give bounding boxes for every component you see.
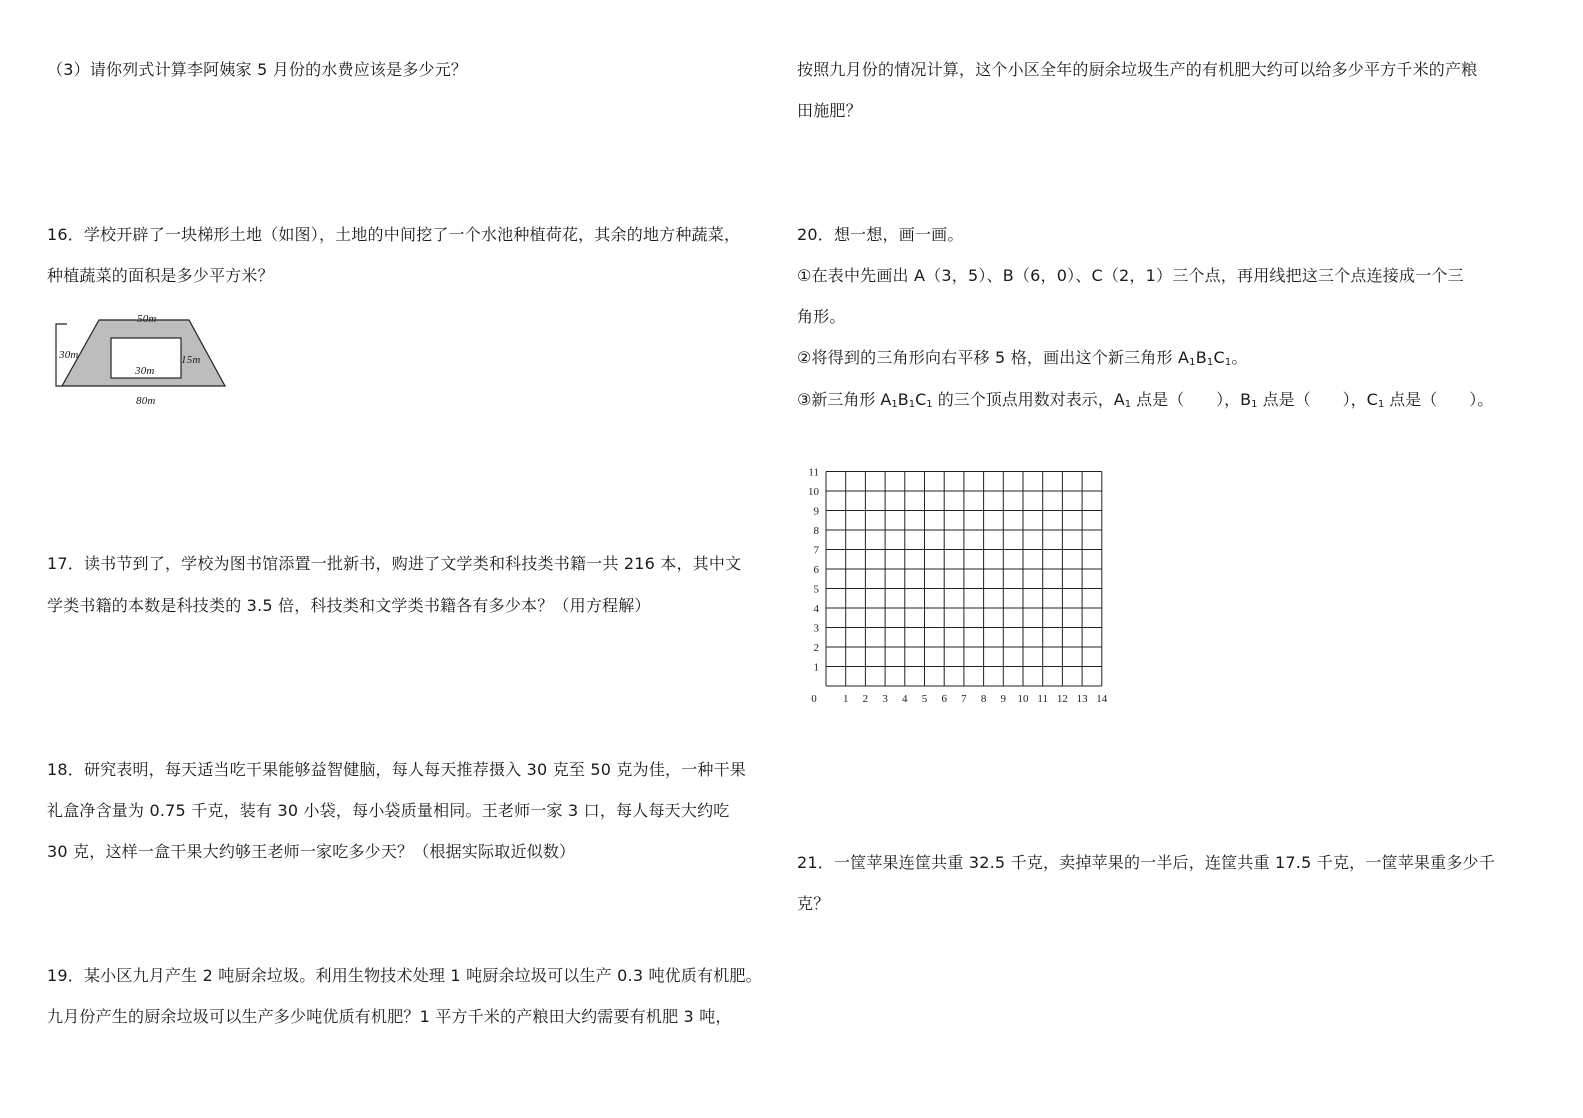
- x-tick-label: 9: [1000, 693, 1007, 705]
- question-18-line-1: 18．研究表明，每天适当吃干果能够益智健脑，每人每天推荐摄入 30 克至 50 克为佳，一种干果: [47, 760, 747, 779]
- y-tick-label: 10: [808, 486, 819, 498]
- question-19-line-4: 田施肥？: [797, 101, 862, 120]
- x-tick-label: 12: [1056, 693, 1068, 705]
- y-tick-label: 7: [813, 544, 819, 557]
- question-18-line-3: 30 克，这样一盒干果大约够王老师一家吃多少天？（根据实际取近似数）: [47, 842, 576, 861]
- question-20-step-3: ③新三角形 $A_1B_1C_1$ 的三个顶点用数对表示，$A_1$ 点是（ ），$B_1$ 点是（ ），$C_1$ 点是（ ）。: [797, 390, 1494, 410]
- x-tick-label: 3: [882, 693, 888, 705]
- x-tick-label: 13: [1076, 693, 1088, 705]
- question-16-line-1: 16．学校开辟了一块梯形土地（如图），土地的中间挖了一个水池种植荷花，其余的地方种蔬菜，: [47, 225, 741, 244]
- coordinate-grid: [800, 455, 1120, 715]
- question-17-line-2: 学类书籍的本数是科技类的 3.5 倍，科技类和文学类书籍各有多少本？（用方程解）: [47, 596, 651, 615]
- x-tick-label: 6: [941, 693, 947, 705]
- question-20-step-1-line-2: 角形。: [797, 307, 846, 326]
- question-19-line-1: 19．某小区九月产生 2 吨厨余垃圾。利用生物技术处理 1 吨厨余垃圾可以生产 0.3 吨优质有机肥。: [47, 966, 762, 985]
- x-tick-label: 2: [862, 693, 869, 705]
- x-tick-label: 11: [1037, 693, 1048, 705]
- y-tick-label: 1: [813, 661, 819, 674]
- x-tick-label: 10: [1017, 693, 1029, 705]
- label-top-50m: 50m: [137, 313, 157, 325]
- x-tick-label: 7: [961, 693, 967, 705]
- x-tick-label: 1: [842, 693, 849, 705]
- question-18-line-2: 礼盒净含量为 0.75 千克，装有 30 小袋，每小袋质量相同。王老师一家 3 口，每人每天大约吃: [47, 801, 730, 820]
- label-right-15m: 15m: [181, 354, 201, 366]
- label-left-30m: 30m: [59, 349, 79, 361]
- question-21-line-1: 21．一筐苹果连筐共重 32.5 千克，卖掉苹果的一半后，连筐共重 17.5 千克，一筐苹果重多少千: [797, 853, 1495, 872]
- question-15-part-3: （3）请你列式计算李阿姨家 5 月份的水费应该是多少元？: [47, 60, 468, 79]
- y-tick-label: 2: [813, 642, 819, 654]
- x-tick-label: 0: [811, 693, 817, 705]
- question-20-step-1-line-1: ①在表中先画出 A（3，5）、B（6，0）、C（2，1）三个点，再用线把这三个点连接成一个三: [797, 266, 1464, 285]
- y-tick-label: 3: [813, 622, 819, 635]
- y-tick-label: 5: [813, 583, 819, 596]
- y-tick-label: 11: [808, 466, 819, 479]
- x-tick-label: 5: [921, 693, 928, 705]
- x-tick-label: 14: [1096, 693, 1108, 705]
- question-19-line-2: 九月份产生的厨余垃圾可以生产多少吨优质有机肥？1 平方千米的产粮田大约需要有机肥 3 吨，: [47, 1007, 732, 1026]
- question-20-step-2: ②将得到的三角形向右平移 5 格，画出这个新三角形 $A_1B_1C_1$。: [797, 348, 1248, 368]
- question-21-line-2: 克？: [797, 894, 830, 913]
- x-tick-label: 8: [980, 693, 987, 705]
- label-inner-30m: 30m: [135, 365, 155, 377]
- y-tick-label: 6: [813, 564, 819, 576]
- question-20-title: 20．想一想，画一画。: [797, 225, 964, 244]
- y-tick-label: 8: [813, 525, 819, 537]
- y-tick-label: 9: [813, 505, 819, 518]
- question-19-line-3: 按照九月份的情况计算，这个小区全年的厨余垃圾生产的有机肥大约可以给多少平方千米的产粮: [797, 60, 1478, 79]
- x-tick-label: 4: [902, 693, 908, 705]
- question-17-line-1: 17．读书节到了，学校为图书馆添置一批新书，购进了文学类和科技类书籍一共 216 本，其中文: [47, 554, 742, 573]
- y-tick-label: 4: [813, 603, 819, 615]
- question-16-line-2: 种植蔬菜的面积是多少平方米？: [47, 266, 274, 285]
- label-bottom-80m: 80m: [136, 395, 156, 407]
